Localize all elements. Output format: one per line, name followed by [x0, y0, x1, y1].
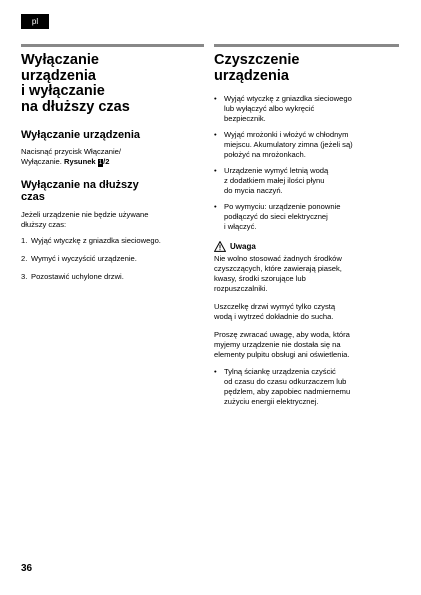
bullet-icon: • — [214, 202, 217, 211]
bullet-icon: • — [214, 367, 217, 376]
switch-off-instructions — [21, 147, 206, 167]
title-line: na dłuższy czas — [21, 98, 130, 115]
language-tab: pl — [21, 14, 49, 29]
long-term-intro: Jeżeli urządzenie nie będzie używane dłuższy czas: — [21, 210, 149, 229]
right-title: Czyszczenie urządzenia — [214, 52, 300, 84]
bullet-icon: • — [214, 130, 217, 139]
cleaning-step: • Tylną ściankę urządzenia czyścić od czasu do czasu odkurzaczem lub pędzlem, aby zapobiec nadmiernemu zużyciu energii elektrycznej. — [214, 367, 351, 406]
section-heading-switch-off: Wyłączanie urządzenia — [21, 129, 141, 141]
warning-label: Uwaga — [230, 242, 256, 251]
warning-triangle-icon — [214, 241, 226, 252]
right-header-rule — [214, 44, 399, 47]
page-number: 36 — [21, 563, 33, 574]
right-column — [214, 53, 404, 407]
title-line: Wyłączanie — [21, 52, 99, 68]
water-caution-paragraph: Proszę zwracać uwagę, aby woda, która myjemy urządzenie nie dostała się na elementy pulpitu obsługi ani oświetlenia. — [214, 330, 350, 359]
cleaning-step: • Wyjąć wtyczkę z gniazdka sieciowego lub wyłączyć albo wykręcić bezpiecznik. — [214, 94, 352, 123]
section-heading-long-term: Wyłączanie na dłuższy czas — [21, 179, 139, 203]
left-column — [21, 53, 206, 282]
left-title — [21, 53, 206, 115]
step-item: 3. Pozostawić uchylone drzwi. — [21, 272, 124, 281]
back-wall-tip — [214, 367, 404, 407]
cleaning-step: • Urządzenie wymyć letnią wodą z dodatkiem małej ilości płynu do mycia naczyń. — [214, 166, 329, 195]
cleaning-steps — [214, 94, 404, 232]
cleaning-step: • Po wymyciu: urządzenie ponownie podłączyć do sieci elektrycznej i włączyć. — [214, 202, 341, 231]
title-line: i wyłączanie — [21, 83, 105, 99]
gasket-paragraph: Uszczelkę drzwi wymyć tylko czystą wodą i wytrzeć dokładnie do sucha. — [214, 302, 336, 321]
long-term-steps — [21, 236, 206, 282]
bullet-icon: • — [214, 166, 217, 175]
step-item: 1. Wyjąć wtyczkę z gniazdka sieciowego. — [21, 236, 161, 245]
step-item: 2. Wymyć i wyczyścić urządzenie. — [21, 254, 137, 263]
title-line: urządzenia — [21, 67, 96, 84]
instruction-line: Nacisnąć przycisk Włączanie/ — [21, 147, 122, 156]
bullet-icon: • — [214, 94, 217, 103]
warning-header — [214, 241, 404, 252]
cleaning-step: • Wyjąć mrożonki i włożyć w chłodnym miejscu. Akumulatory zimna (jeżeli są) położyć na mrożonkach. — [214, 130, 353, 159]
left-header-rule — [21, 44, 204, 47]
warning-paragraph: Nie wolno stosować żadnych środków czyszczących, które zawierają piasek, kwasy, środki szorujące lub rozpuszczalniki. — [214, 254, 342, 293]
figure-reference: Rysunek — [64, 157, 96, 166]
instruction-line: Wyłączanie. Rysunek 1/2 — [21, 157, 110, 166]
figure-number-icon: 1 — [98, 160, 103, 166]
